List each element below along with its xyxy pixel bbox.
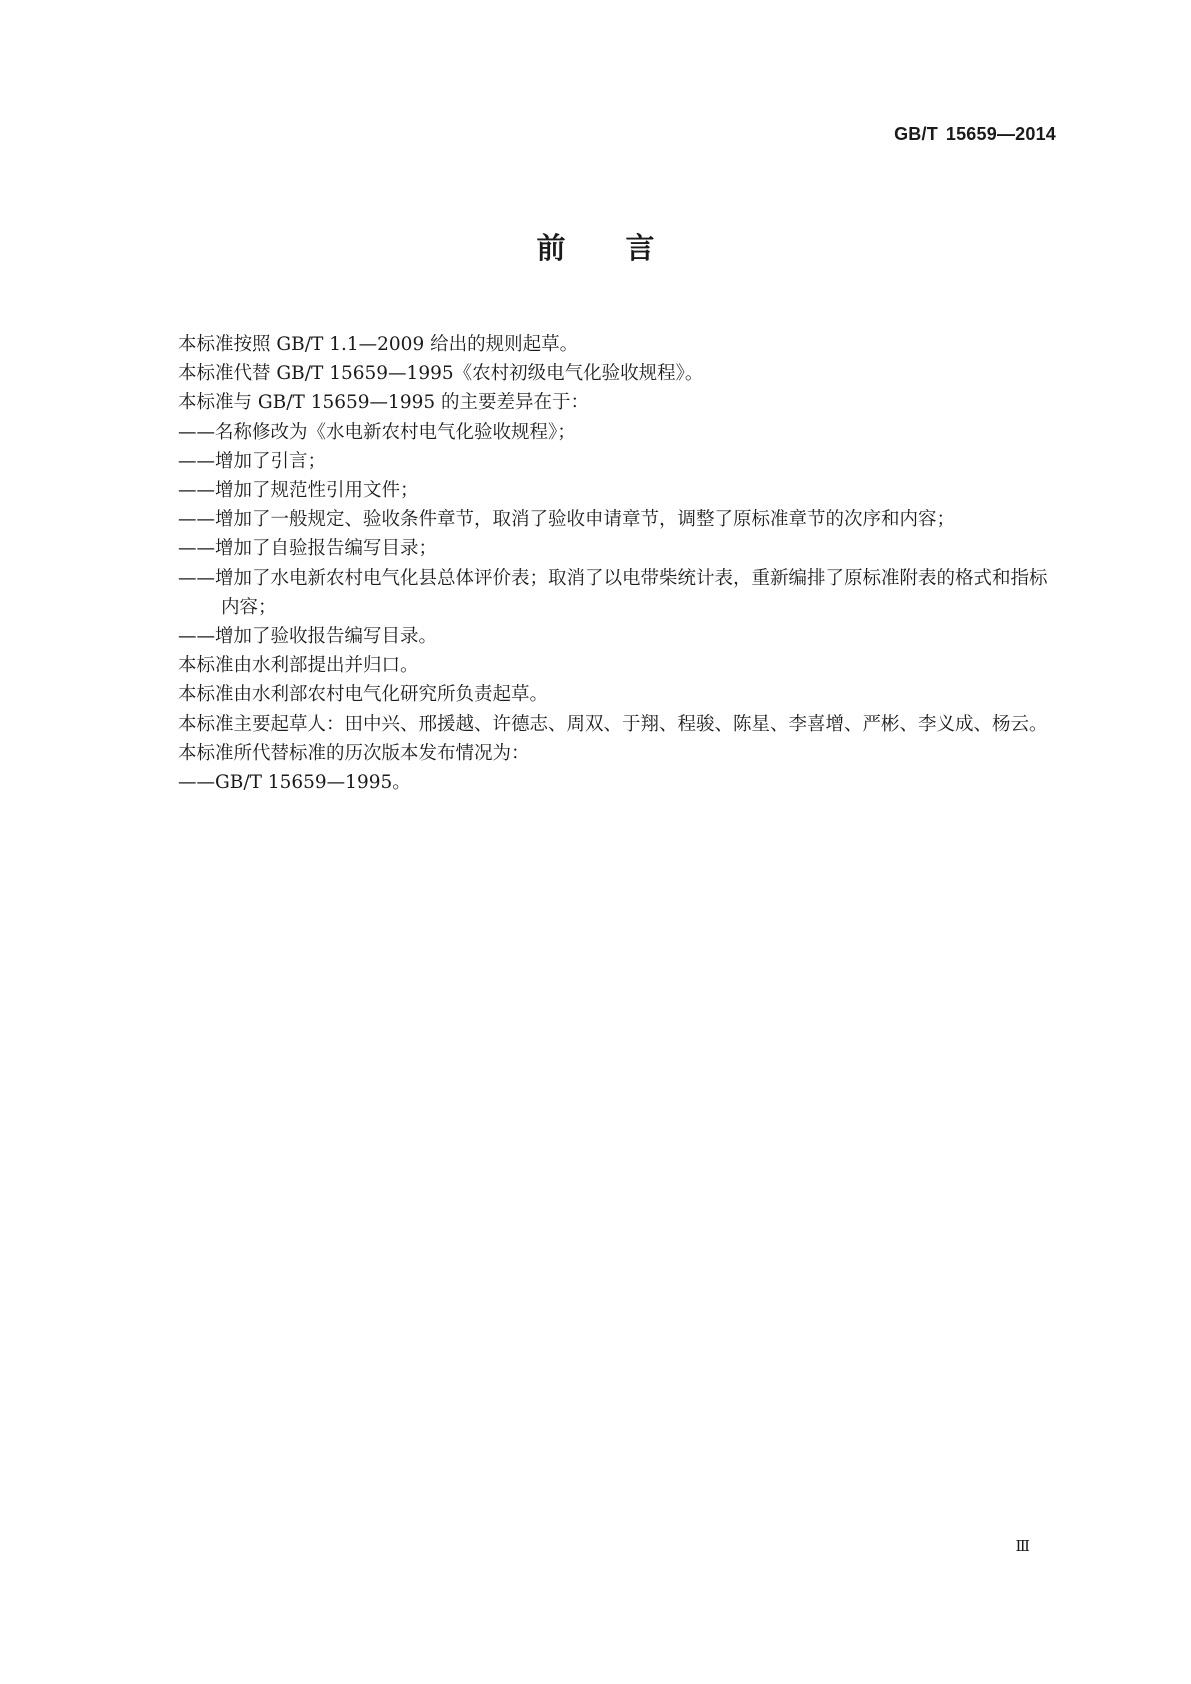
paragraph-proposer: 本标准由水利部提出并归口。 (178, 655, 419, 677)
page-title: 前言 (536, 231, 715, 265)
paragraph-differences-intro: 本标准与 GB/T 15659—1995 的主要差异在于： (178, 392, 590, 414)
standard-year-number: 15659—2014 (945, 124, 1056, 144)
paragraph-replaces: 本标准代替 GB/T 15659—1995《农村初级电气化验收规程》。 (178, 363, 704, 385)
list-item-evaluation-table: ——增加了水电新农村电气化县总体评价表；取消了以电带柴统计表，重新编排了原标准附表的格式和指标内容； (178, 567, 1048, 618)
page-number: Ⅲ (1015, 1537, 1029, 1555)
paragraph-previous-editions: 本标准所代替标准的历次版本发布情况为： (178, 742, 530, 764)
foreword-body (178, 330, 1058, 797)
list-item-introduction: ——增加了引言； (178, 450, 327, 472)
paragraph-drafting-rules: 本标准按照 GB/T 1.1—2009 给出的规则起草。 (178, 334, 579, 355)
list-item-general-provisions: ——增加了一般规定、验收条件章节，取消了验收申请章节，调整了原标准章节的次序和内容； (178, 509, 956, 531)
standard-code: GB/T (894, 124, 938, 144)
list-item-previous-edition: ——GB/T 15659—1995。 (178, 772, 411, 794)
paragraph-drafters: 本标准主要起草人：田中兴、邢援越、许德志、周双、于翔、程骏、陈星、李喜增、严彬、李义成、杨云。 (178, 713, 1048, 735)
list-item-self-inspection-report: ——增加了自验报告编写目录； (178, 538, 438, 560)
standard-number (894, 124, 1056, 145)
list-item-normative-references: ——增加了规范性引用文件； (178, 480, 419, 502)
list-item-acceptance-report: ——增加了验收报告编写目录。 (178, 626, 438, 648)
paragraph-drafting-organization: 本标准由水利部农村电气化研究所负责起草。 (178, 684, 549, 706)
list-item-name-change: ——名称修改为《水电新农村电气化验收规程》； (178, 421, 576, 443)
